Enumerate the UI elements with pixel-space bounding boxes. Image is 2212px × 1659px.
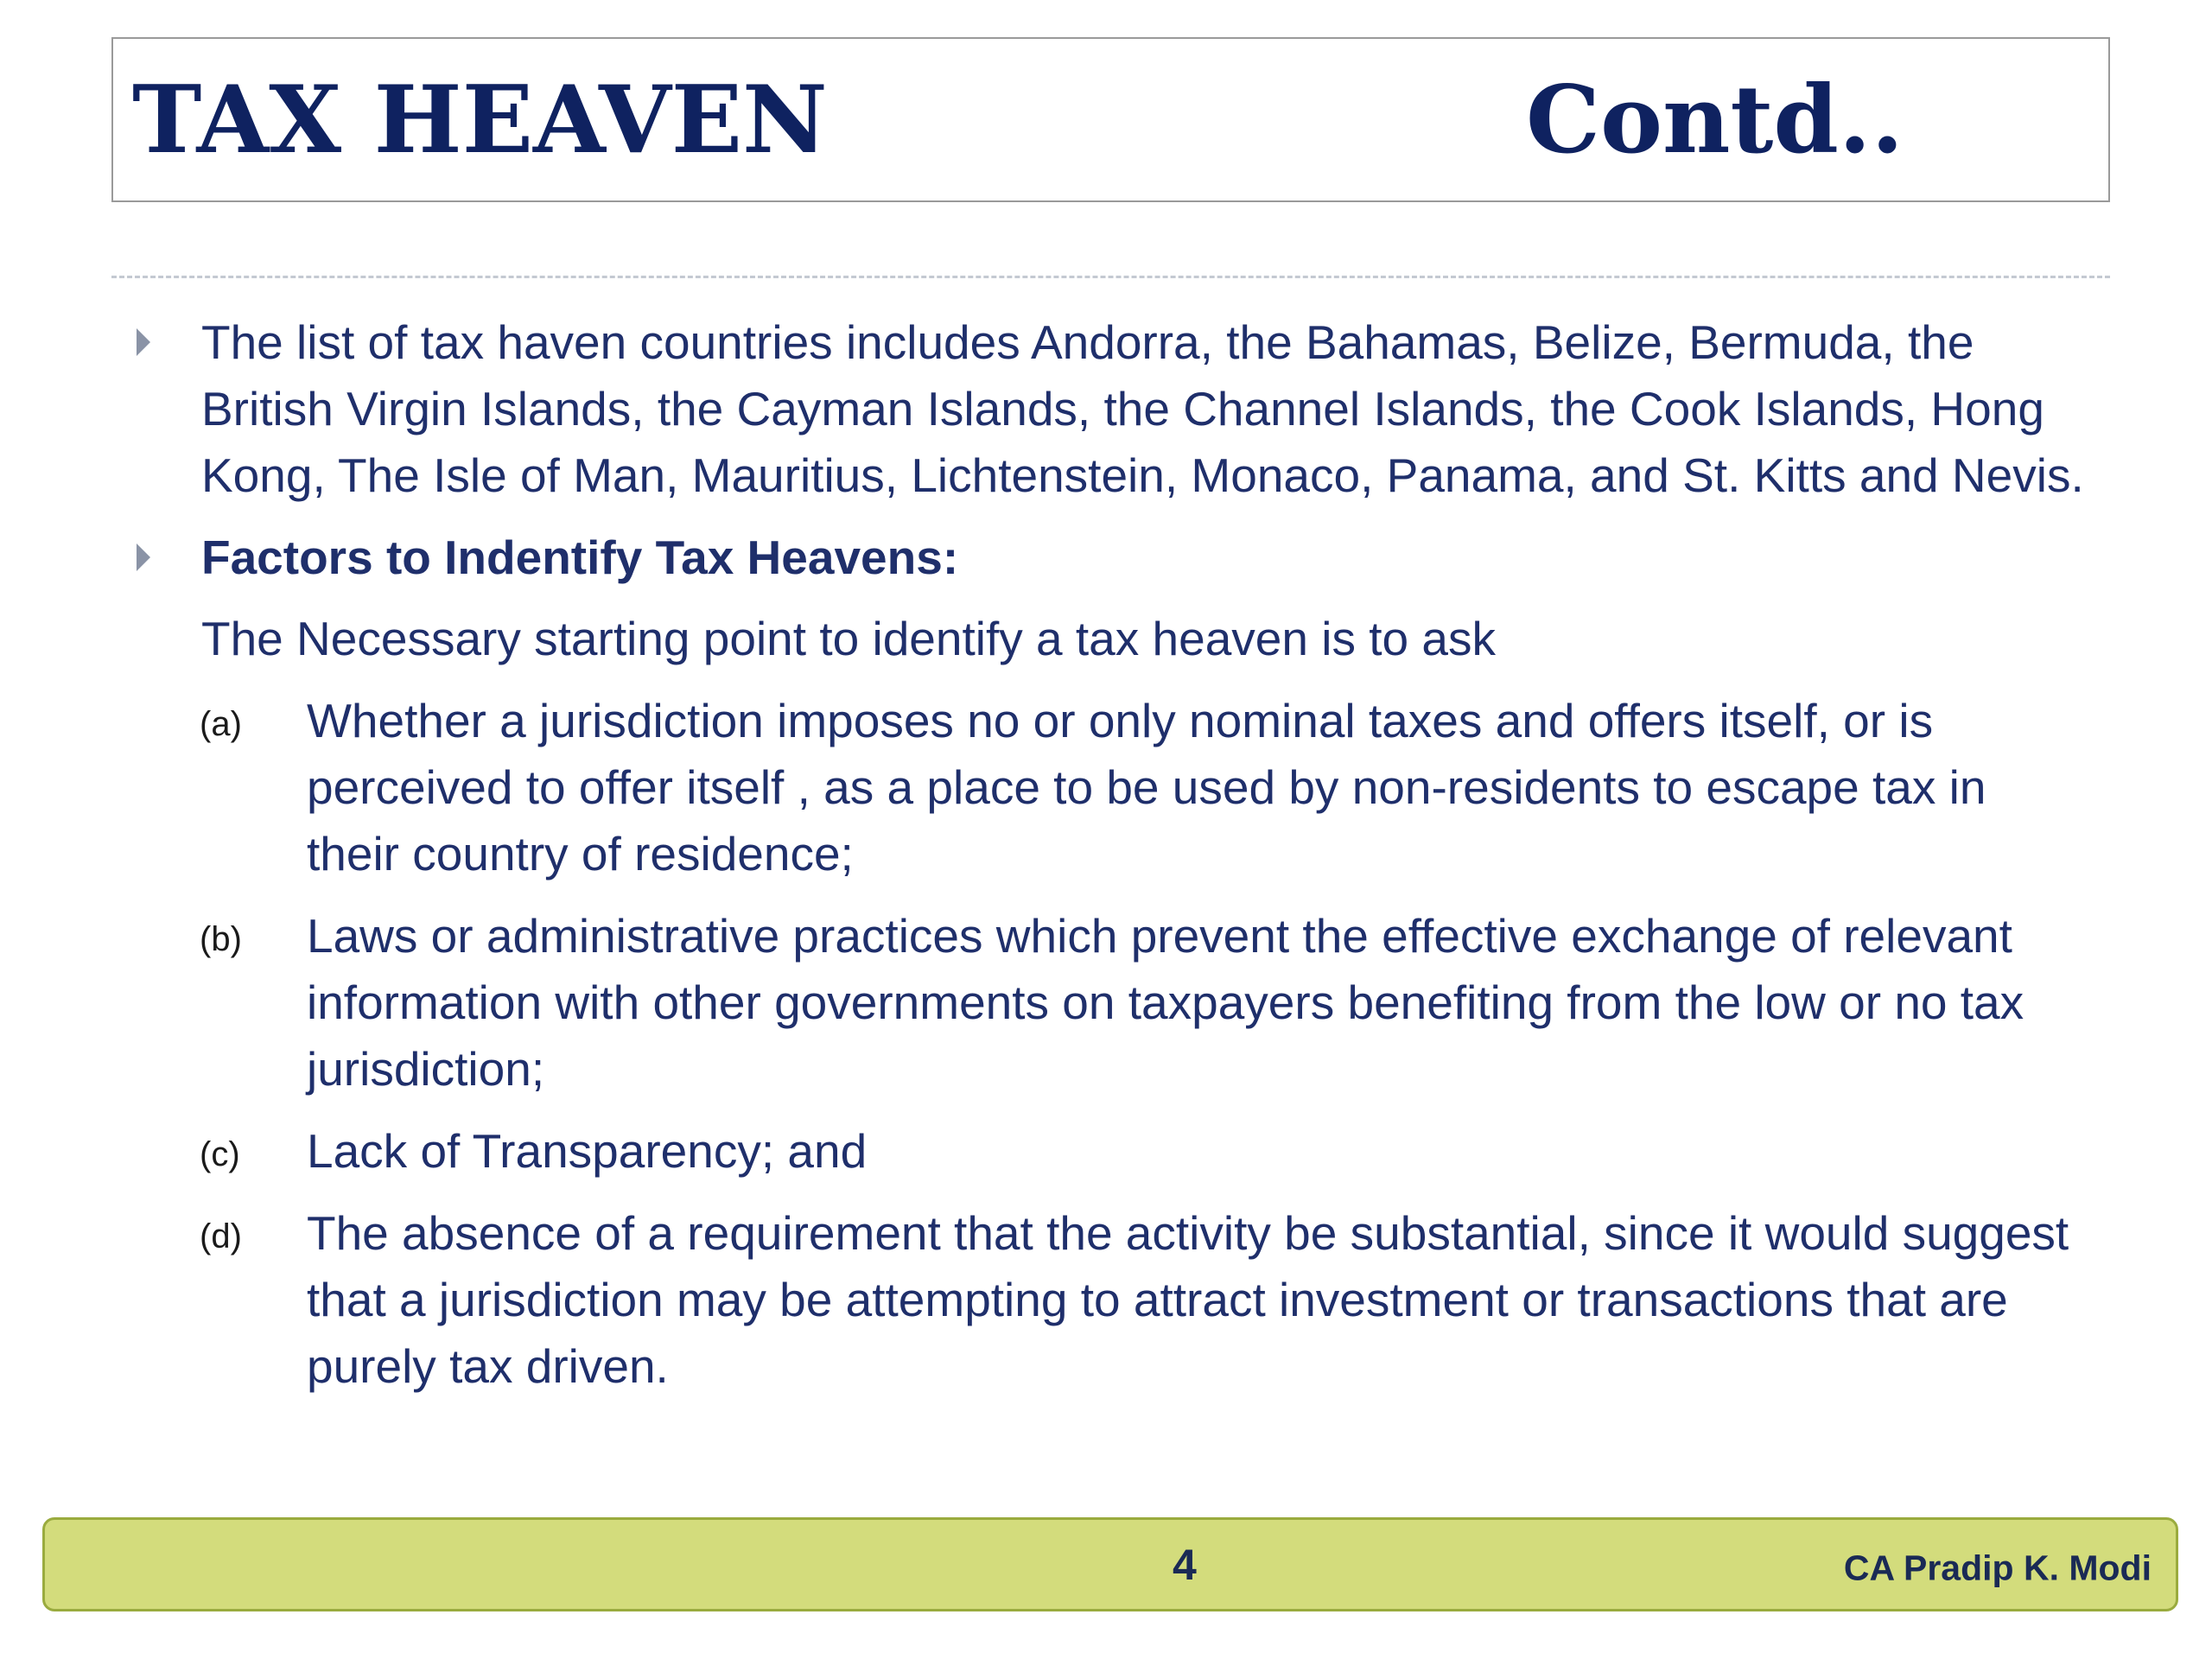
footer-bar [42,1517,2178,1611]
factor-label: (b) [200,920,242,958]
slide-content [130,302,2091,1400]
bullet-tax-haven-list [130,309,2091,509]
factor-text: The absence of a requirement that the activity be substantial, since it would suggest that a jurisdiction may be attempting to attract investment or transactions that are purely tax driven. [307,1206,2069,1393]
bullet-triangle-icon [137,328,150,356]
factor-label: (a) [200,705,242,743]
slide-title: TAX HEAVEN [132,65,828,175]
bullet-factors-heading [130,524,2091,591]
factor-item-c [130,1118,2091,1185]
bullet-triangle-icon [137,543,150,571]
dashed-divider [111,276,2110,278]
factor-item-b [130,903,2091,1103]
title-box [111,37,2110,202]
factor-item-a [130,688,2091,887]
page-number: 4 [1173,1540,1197,1589]
factor-label: (d) [200,1217,242,1255]
factors-intro: The Necessary starting point to identify a tax heaven is to ask [201,612,1496,665]
factor-label: (c) [200,1135,240,1173]
bullet-text: Factors to Indentify Tax Heavens: [201,531,959,584]
title-contd: Contd.. [1526,65,1904,175]
factor-text: Lack of Transparency; and [307,1124,868,1178]
bullet-text: The list of tax haven countries includes Andorra, the Bahamas, Belize, Bermuda, the British Virgin Islands, the Cayman Islands, the Channel Islands, the Cook Islands, Hong Kong, The Isle of Man, Mauritius, Lichtenstein, Monaco, Panama, and St. Kitts and Nevis. [201,315,2084,502]
factor-text: Whether a jurisdiction imposes no or only nominal taxes and offers itself, or is perceived to offer itself , as a place to be used by non-residents to escape tax in their country of residence; [307,694,1986,880]
factor-text: Laws or administrative practices which prevent the effective exchange of relevant information with other governments on taxpayers benefiting from the low or no tax jurisdiction; [307,909,2024,1096]
factor-item-d [130,1200,2091,1400]
author-name: CA Pradip K. Modi [1843,1547,2152,1587]
